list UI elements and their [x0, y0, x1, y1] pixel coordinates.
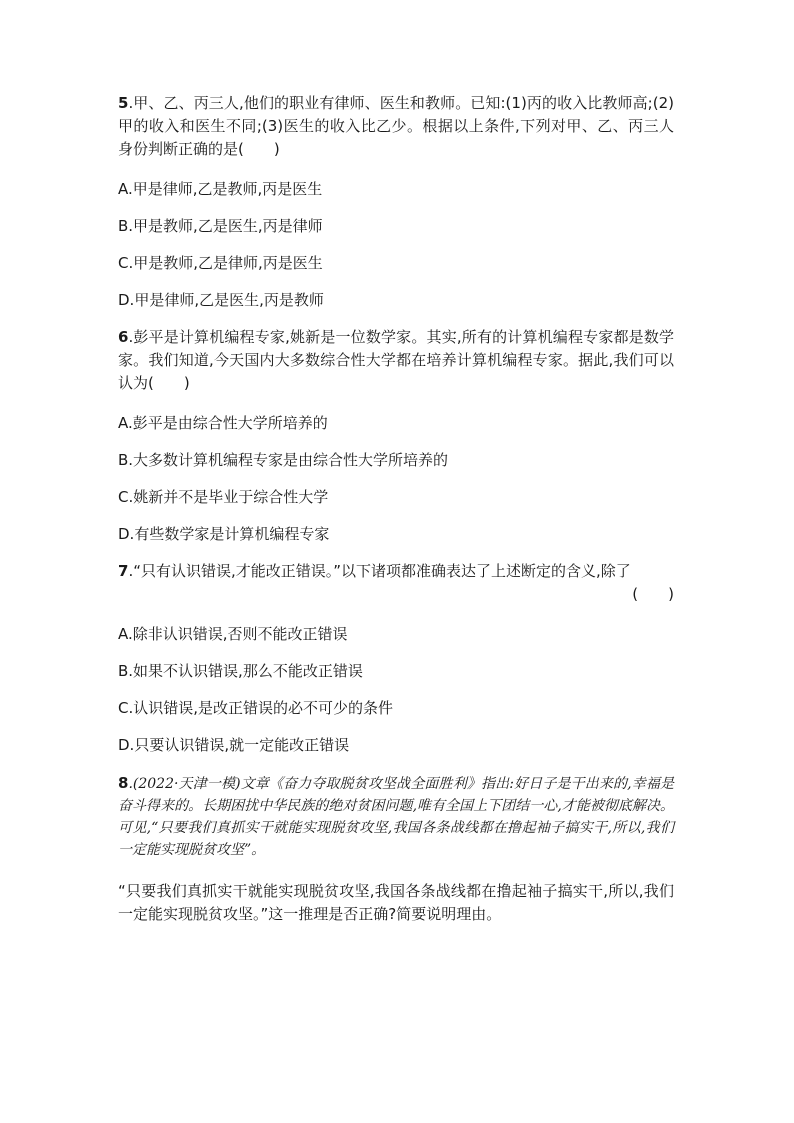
question-8-quote-text: .(2022·天津一模)文章《奋力夺取脱贫攻坚战全面胜利》指出:好日子是干出来的,幸福是奋斗得来的。长期困扰中华民族的绝对贫困问题,唯有全国上下团结一心,才能被彻底解决。可见,“只要我们真抓实干就能实现脱贫攻坚,我国各条战线都在撸起袖子搞实干,所以,我们一定能实现脱贫攻坚”。 [118, 776, 674, 858]
question-8 [118, 772, 674, 926]
question-5-option-b: B.甲是教师,乙是医生,丙是律师 [118, 217, 323, 235]
question-7-option-a: A.除非认识错误,否则不能改正错误 [118, 625, 348, 643]
question-7 [118, 560, 674, 755]
question-5 [118, 92, 674, 310]
question-5-option-c: C.甲是教师,乙是律师,丙是医生 [118, 254, 323, 272]
question-6 [118, 326, 674, 544]
question-5-text: .甲、乙、丙三人,他们的职业有律师、医生和教师。已知:(1)丙的收入比教师高;(2)甲的收入和医生不同;(3)医生的收入比乙少。根据以上条件,下列对甲、乙、丙三人身份判断正确的是( ) [118, 94, 674, 158]
question-8-question: “只要我们真抓实干就能实现脱贫攻坚,我国各条战线都在撸起袖子搞实干,所以,我们一定能实现脱贫攻坚。”这一推理是否正确?简要说明理由。 [118, 882, 674, 923]
question-7-text: .“只有认识错误,才能改正错误。”以下诸项都准确表达了上述断定的含义,除了 [128, 562, 631, 580]
question-5-option-d: D.甲是律师,乙是医生,丙是教师 [118, 291, 324, 309]
question-6-option-b: B.大多数计算机编程专家是由综合性大学所培养的 [118, 451, 449, 469]
question-8-number: 8 [118, 774, 129, 792]
question-7-option-d: D.只要认识错误,就一定能改正错误 [118, 736, 350, 754]
question-7-option-c: C.认识错误,是改正错误的必不可少的条件 [118, 699, 394, 717]
question-5-number: 5 [118, 94, 129, 112]
question-7-number: 7 [118, 562, 129, 580]
worksheet-page [118, 92, 674, 926]
question-6-text: .彭平是计算机编程专家,姚新是一位数学家。其实,所有的计算机编程专家都是数学家。我们知道,今天国内大多数综合性大学都在培养计算机编程专家。据此,我们可以认为( ) [118, 328, 674, 392]
question-7-answer-bracket: ( ) [632, 585, 674, 603]
question-5-stem [118, 92, 674, 161]
question-5-option-a: A.甲是律师,乙是教师,丙是医生 [118, 180, 323, 198]
question-6-option-d: D.有些数学家是计算机编程专家 [118, 525, 330, 543]
question-8-quote [118, 772, 674, 861]
question-6-number: 6 [118, 328, 129, 346]
question-6-option-a: A.彭平是由综合性大学所培养的 [118, 414, 328, 432]
question-7-stem [118, 560, 674, 606]
question-7-option-b: B.如果不认识错误,那么不能改正错误 [118, 662, 363, 680]
question-6-option-c: C.姚新并不是毕业于综合性大学 [118, 488, 329, 506]
question-6-stem [118, 326, 674, 395]
